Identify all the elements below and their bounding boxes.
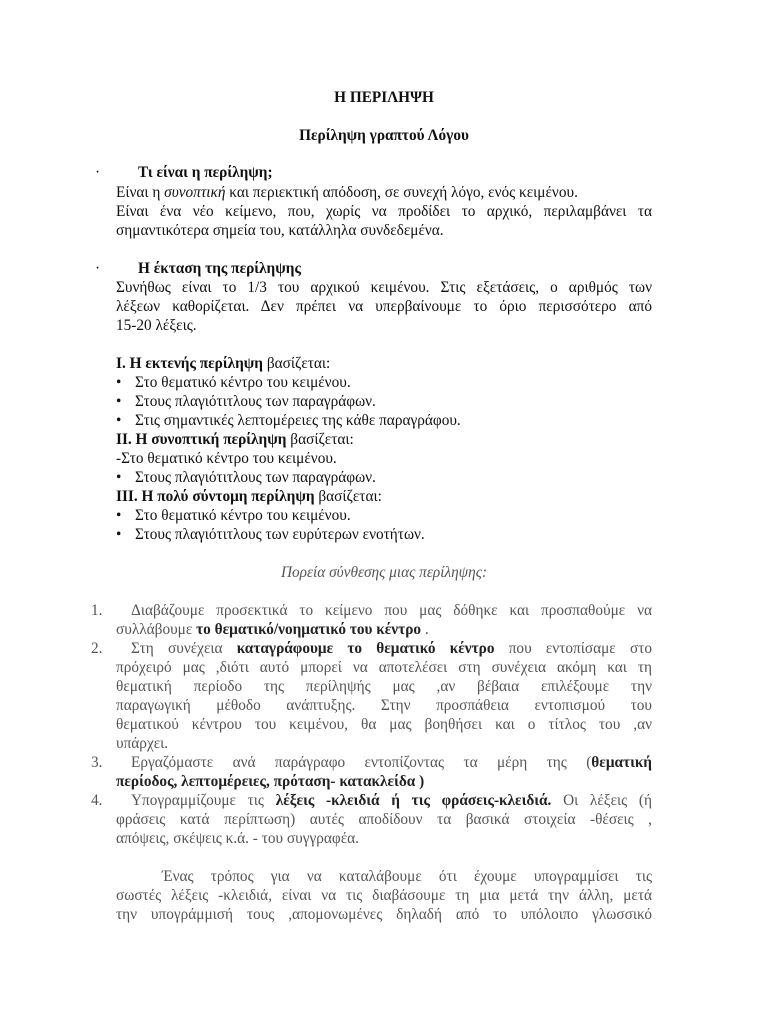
bullet: • [116,507,122,524]
bullet: • [116,526,122,543]
type-heading-very-short: ΙΙΙ. Η πολύ σύντομη περίληψη βασίζεται: [116,488,382,505]
list-item: Στο θεματικό κέντρο του κειμένου. [135,507,351,524]
list-number: 4. [91,792,103,809]
bullet-dot: · [95,260,101,277]
list-number: 2. [91,640,103,657]
step-text: Υπογραμμίζουμε τις λέξεις -κλειδιά ή τις φράσεις-κλειδιά. Οι λέξεις (ή [131,792,652,809]
list-item: -Στο θεματικό κέντρο του κειμένου. [116,450,337,467]
type-heading-concise: ΙΙ. Η συνοπτική περίληψη βασίζεται: [116,431,354,448]
list-item: Στους πλαγιότιτλους των ευρύτερων ενοτήτων. [135,526,425,543]
step-text: συλλάβουμε το θεματικό/νοηματικό του κέντρο . [116,621,429,638]
paragraph-line: Ένας τρόπος για να καταλάβουμε ότι έχουμε υπογραμμίσει τις [162,868,652,885]
step-text: περίοδος, λεπτομέρειες, πρόταση- κατακλείδα ) [116,773,425,790]
process-heading: Πορεία σύνθεσης μιας περίληψης: [280,564,488,581]
section-heading-what: Τι είναι η περίληψη; [138,164,273,181]
step-text: Διαβάζουμε προσεκτικά το κείμενο που μας δόθηκε και προσπαθούμε να [131,602,652,619]
step-text: θεματικού κέντρου του κειμένου, θα μας βοηθήσει και ο τίτλος του ,αν [116,716,652,733]
text-line: Είναι η συνοπτική και περιεκτική απόδοση, σε συνεχή λόγο, ενός κειμένου. [116,184,578,201]
list-number: 1. [91,602,103,619]
document-title: Η ΠΕΡΙΛΗΨΗ [334,89,434,106]
step-text: απόψεις, σκέψεις κ.ά. - του συγγραφέα. [116,830,359,847]
section-heading-length: Η έκταση της περίληψης [138,260,301,277]
step-text: υπάρχει. [116,735,169,752]
paragraph-line: σωστές λέξεις -κλειδιά, είναι να τις διαβάσουμε τη μια μετά την άλλη, μετά [116,887,652,904]
document-subtitle: Περίληψη γραπτού Λόγου [299,127,469,144]
step-text: πρόχειρό μας ,διότι αυτό μπορεί να αποτελέσει στη συνέχεια ακόμη και τη [116,659,652,676]
bullet: • [116,469,122,486]
text-line: Συνήθως είναι το 1/3 του αρχικού κειμένου. Στις εξετάσεις, ο αριθμός των [116,279,652,296]
list-item: Στο θεματικό κέντρο του κειμένου. [135,374,351,391]
text-line: σημαντικότερα σημεία του, κατάλληλα συνδεδεμένα. [116,222,444,239]
text-line: Είναι ένα νέο κείμενο, που, χωρίς να προδίδει το αρχικό, περιλαμβάνει τα [116,203,652,220]
bullet-dot: · [95,164,101,181]
list-item: Στους πλαγιότιτλους των παραγράφων. [135,469,376,486]
list-item: Στις σημαντικές λεπτομέρειες της κάθε παραγράφου. [135,412,461,429]
type-heading-extended: Ι. Η εκτενής περίληψη βασίζεται: [116,355,331,372]
bullet: • [116,374,122,391]
step-text: Στη συνέχεια καταγράφουμε το θεματικό κέντρο που εντοπίσαμε στο [131,640,652,657]
list-number: 3. [91,754,103,771]
step-text: θεματική περίοδο της περίληψής μας ,αν βέβαια επιλέξουμε την [116,678,652,695]
step-text: παραγωγική μέθοδο ανάπτυξης. Στην προσπάθεια εντοπισμού του [116,697,652,714]
step-text: φράσεις κατά περίπτωση) αυτές αποδίδουν τα βασικά στοιχεία -θέσεις , [116,811,652,828]
list-item: Στους πλαγιότιτλους των παραγράφων. [135,393,376,410]
step-text: Εργαζόμαστε ανά παράγραφο εντοπίζοντας τα μέρη της (θεματική [131,754,652,771]
text-line: 15-20 λέξεις. [116,317,197,334]
bullet: • [116,412,122,429]
paragraph-line: την υπογράμμισή τους ,απομονωμένες δηλαδή από το υπόλοιπο γλωσσικό [116,906,652,923]
text-line: λέξεων καθορίζεται. Δεν πρέπει να υπερβαίνουμε το όριο περισσότερο από [116,298,652,315]
bullet: • [116,393,122,410]
